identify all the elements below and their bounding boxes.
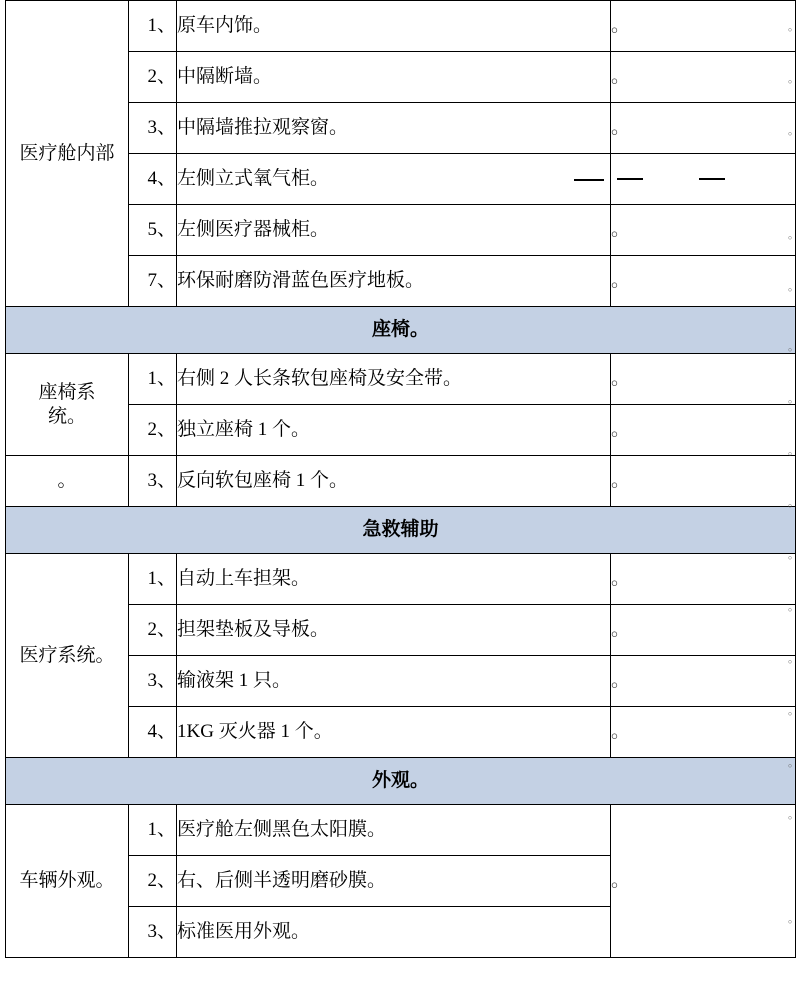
- index-cell: 7、: [129, 256, 177, 307]
- index-cell: 3、: [129, 907, 177, 958]
- quantity-dashes: [611, 178, 795, 180]
- description-text: 左侧立式氧气柜。: [177, 168, 330, 190]
- table-row: [6, 554, 796, 605]
- description-cell: 右、后侧半透明磨砂膜。: [177, 856, 611, 907]
- dash-mark: [699, 178, 725, 180]
- description-cell: 自动上车担架。: [177, 554, 611, 605]
- description-cell: 中隔墙推拉观察窗。: [177, 103, 611, 154]
- category-line-2: 统。: [47, 405, 86, 427]
- description-cell: 标准医用外观。: [177, 907, 611, 958]
- margin-mark: 。: [788, 445, 799, 457]
- quantity-cell: 。: [611, 456, 796, 507]
- index-cell: 2、: [129, 856, 177, 907]
- category-cell: 车辆外观。: [6, 805, 129, 958]
- table-row: [6, 1, 796, 52]
- quantity-cell: 。: [611, 554, 796, 605]
- index-cell: 5、: [129, 205, 177, 256]
- quantity-cell: 。: [611, 205, 796, 256]
- quantity-cell: 。: [611, 354, 796, 405]
- quantity-cell: 。: [611, 707, 796, 758]
- section-title: 座椅。: [6, 307, 796, 354]
- margin-mark: 。: [788, 913, 799, 925]
- description-cell: [177, 154, 611, 205]
- margin-mark: 。: [788, 549, 799, 561]
- description-cell: 左侧医疗器械柜。: [177, 205, 611, 256]
- quantity-cell: 。: [611, 256, 796, 307]
- section-title: 外观。: [6, 758, 796, 805]
- section-header-row: [6, 507, 796, 554]
- index-cell: 3、: [129, 656, 177, 707]
- index-cell: 3、: [129, 103, 177, 154]
- dash-mark: [574, 179, 604, 181]
- index-cell: 1、: [129, 1, 177, 52]
- index-cell: 2、: [129, 52, 177, 103]
- section-header-row: [6, 758, 796, 805]
- margin-mark: 。: [788, 601, 799, 613]
- quantity-cell: 。: [611, 52, 796, 103]
- dash-mark: [617, 178, 643, 180]
- quantity-cell: 。: [611, 405, 796, 456]
- margin-mark: 。: [788, 497, 799, 509]
- index-cell: 2、: [129, 605, 177, 656]
- margin-mark: 。: [788, 73, 799, 85]
- quantity-cell: 。: [611, 656, 796, 707]
- index-cell: 1、: [129, 354, 177, 405]
- specification-table: [5, 0, 796, 958]
- description-cell: 原车内饰。: [177, 1, 611, 52]
- category-cell: 医疗系统。: [6, 554, 129, 758]
- category-line-1: 座椅系: [38, 381, 96, 403]
- category-cell: 医疗舱内部: [6, 1, 129, 307]
- margin-mark: 。: [788, 653, 799, 665]
- margin-mark: 。: [788, 125, 799, 137]
- quantity-cell: 。: [611, 605, 796, 656]
- section-header-row: [6, 307, 796, 354]
- description-cell: 输液架 1 只。: [177, 656, 611, 707]
- index-cell: 2、: [129, 405, 177, 456]
- category-cell: [6, 354, 129, 456]
- index-cell: 1、: [129, 805, 177, 856]
- description-cell: 担架垫板及导板。: [177, 605, 611, 656]
- table-row: [6, 805, 796, 856]
- description-cell: 独立座椅 1 个。: [177, 405, 611, 456]
- margin-mark: 。: [788, 21, 799, 33]
- quantity-cell: 。: [611, 805, 796, 958]
- quantity-cell: 。: [611, 1, 796, 52]
- margin-mark: 。: [788, 341, 799, 353]
- quantity-cell: [611, 154, 796, 205]
- margin-mark: 。: [788, 229, 799, 241]
- description-cell: 中隔断墙。: [177, 52, 611, 103]
- index-cell: 4、: [129, 707, 177, 758]
- margin-mark: 。: [788, 281, 799, 293]
- description-cell: 医疗舱左侧黑色太阳膜。: [177, 805, 611, 856]
- category-cell: 。: [6, 456, 129, 507]
- margin-mark: 。: [788, 757, 799, 769]
- description-cell: 反向软包座椅 1 个。: [177, 456, 611, 507]
- section-title: 急救辅助: [6, 507, 796, 554]
- table-row: [6, 456, 796, 507]
- margin-mark: 。: [788, 705, 799, 717]
- index-cell: 4、: [129, 154, 177, 205]
- margin-mark: 。: [788, 809, 799, 821]
- table-row: [6, 354, 796, 405]
- description-cell: 环保耐磨防滑蓝色医疗地板。: [177, 256, 611, 307]
- description-cell: 右侧 2 人长条软包座椅及安全带。: [177, 354, 611, 405]
- margin-mark: 。: [788, 393, 799, 405]
- quantity-cell: 。: [611, 103, 796, 154]
- index-cell: 3、: [129, 456, 177, 507]
- index-cell: 1、: [129, 554, 177, 605]
- description-cell: 1KG 灭火器 1 个。: [177, 707, 611, 758]
